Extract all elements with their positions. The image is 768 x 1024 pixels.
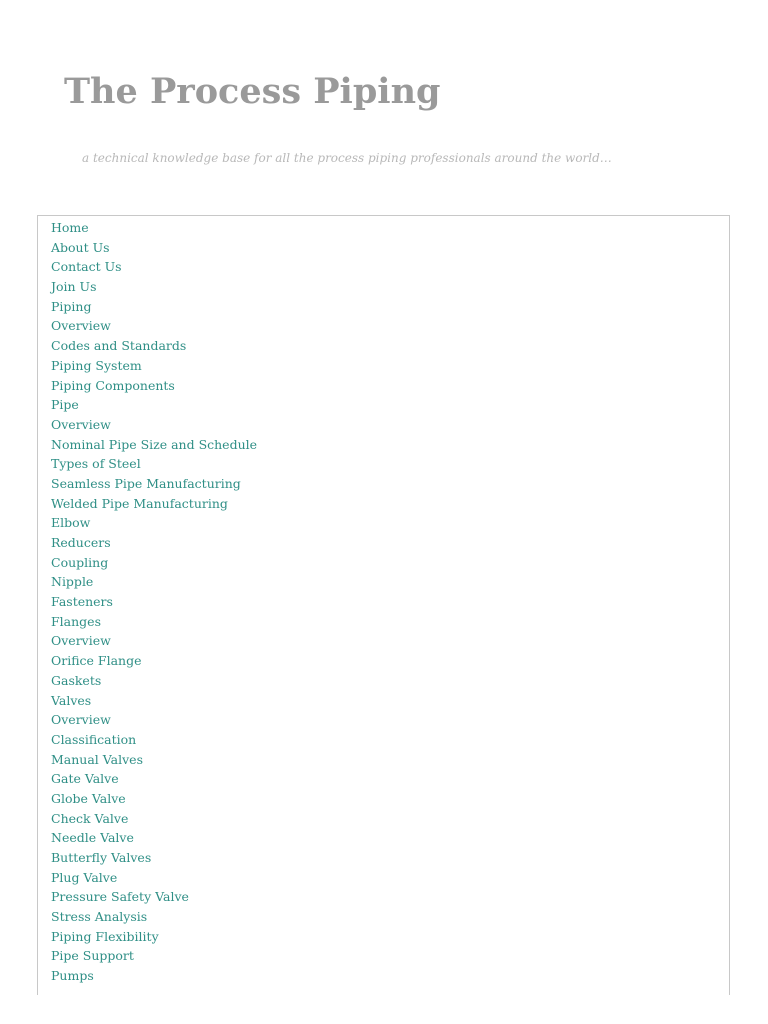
main-navigation	[37, 215, 730, 995]
nav-menu-item[interactable]: Pumps	[51, 968, 94, 984]
nav-menu-item[interactable]: Codes and Standards	[51, 338, 187, 354]
nav-menu-item[interactable]: Check Valve	[51, 810, 129, 826]
nav-menu-item[interactable]: Join Us	[51, 279, 97, 295]
nav-menu-item[interactable]: Manual Valves	[51, 751, 143, 767]
nav-menu-item[interactable]: Flanges	[51, 613, 101, 629]
nav-menu-item[interactable]: Welded Pipe Manufacturing	[51, 495, 228, 511]
nav-menu-item[interactable]: Home	[51, 220, 89, 235]
nav-menu-item[interactable]: Orifice Flange	[51, 653, 142, 669]
nav-menu-item[interactable]: Valves	[51, 692, 92, 708]
nav-menu-item[interactable]: Overview	[51, 416, 111, 432]
nav-menu-item[interactable]: Coupling	[51, 554, 109, 570]
nav-menu-item[interactable]: Overview	[51, 712, 111, 728]
nav-menu-item[interactable]: Classification	[51, 731, 137, 747]
site-tagline: a technical knowledge base for all the process piping professionals around the world…	[82, 151, 612, 165]
nav-menu-item[interactable]: Elbow	[51, 515, 91, 531]
nav-menu-item[interactable]: Overview	[51, 318, 111, 334]
nav-menu-item[interactable]: Globe Valve	[51, 790, 126, 806]
nav-menu-item[interactable]: Types of Steel	[51, 456, 141, 472]
nav-menu-item[interactable]: Nominal Pipe Size and Schedule	[51, 436, 258, 452]
nav-menu-item[interactable]: Nipple	[51, 574, 94, 590]
nav-menu-item[interactable]: Piping System	[51, 357, 142, 373]
nav-menu-list	[51, 218, 257, 986]
nav-menu-item[interactable]: Pipe	[51, 397, 79, 413]
nav-menu-item[interactable]: Reducers	[51, 535, 111, 550]
nav-menu-item[interactable]: Stress Analysis	[51, 909, 148, 925]
nav-menu-item[interactable]: Pressure Safety Valve	[51, 889, 189, 905]
nav-menu-item[interactable]: About Us	[51, 239, 110, 255]
nav-menu-item[interactable]: Piping Flexibility	[51, 928, 159, 944]
nav-menu-item[interactable]: Fasteners	[51, 594, 113, 610]
nav-menu-item[interactable]: Needle Valve	[51, 830, 134, 846]
nav-menu-item[interactable]: Butterfly Valves	[51, 850, 152, 865]
nav-menu-item[interactable]: Plug Valve	[51, 869, 118, 885]
nav-menu-item[interactable]: Seamless Pipe Manufacturing	[51, 475, 241, 491]
nav-menu-item[interactable]: Contact Us	[51, 259, 122, 275]
nav-menu-item[interactable]: Gate Valve	[51, 771, 119, 787]
nav-menu-item[interactable]: Gaskets	[51, 672, 102, 688]
nav-menu-item[interactable]: Piping	[51, 298, 92, 314]
nav-menu-item[interactable]: Piping Components	[51, 377, 175, 393]
site-title[interactable]: The Process Piping	[64, 71, 441, 112]
nav-menu-item[interactable]: Overview	[51, 633, 111, 649]
nav-menu-item[interactable]: Pipe Support	[51, 948, 134, 964]
